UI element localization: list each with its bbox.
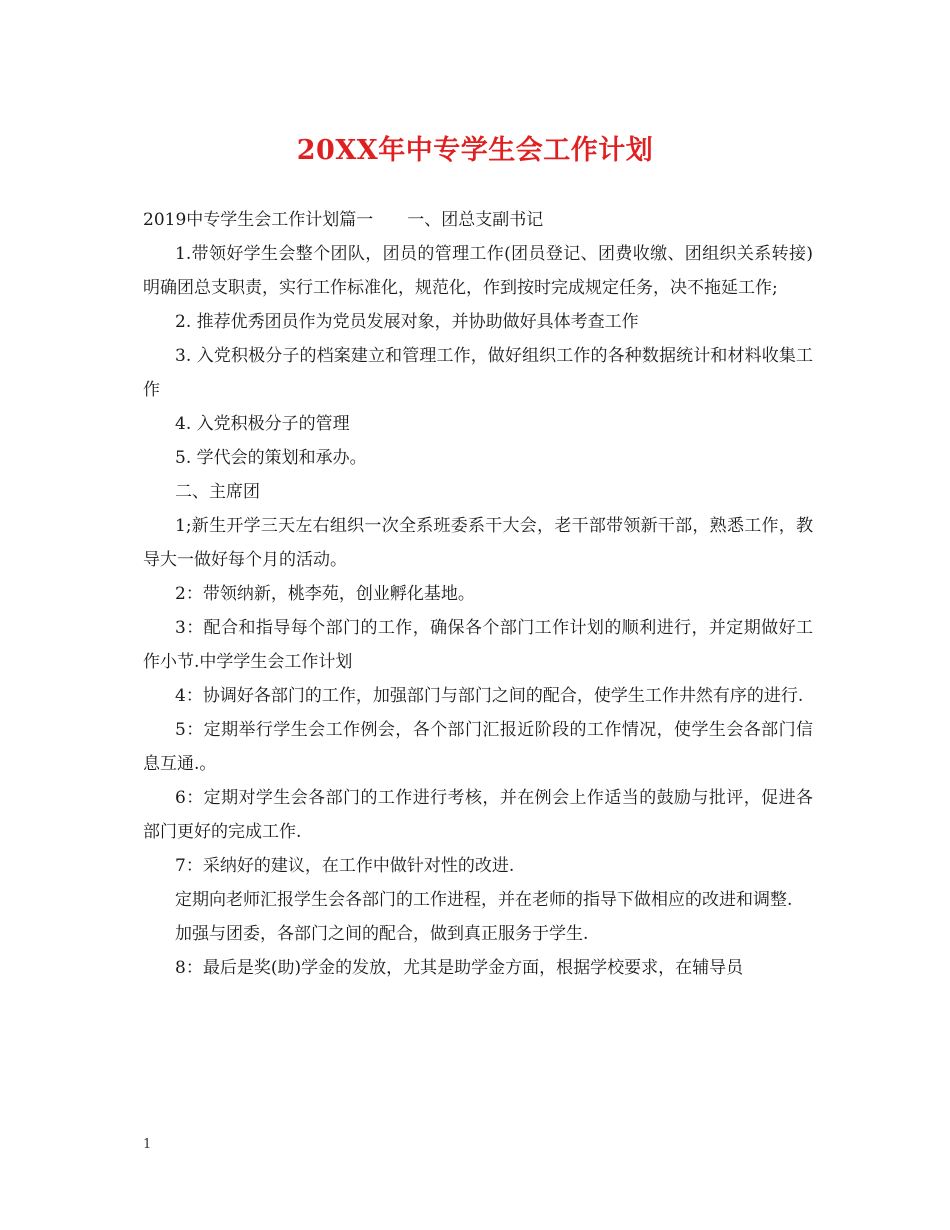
document-body xyxy=(143,203,813,985)
page-number: 1 xyxy=(143,1137,152,1152)
paragraph: 7：采纳好的建议，在工作中做针对性的改进. xyxy=(175,856,515,876)
document-title: 20XX年中专学生会工作计划 xyxy=(296,135,654,166)
paragraph: 6：定期对学生会各部门的工作进行考核，并在例会上作适当的鼓励与批评，促进各部门更好的完成工作. xyxy=(143,788,813,842)
paragraph: 5：定期举行学生会工作例会，各个部门汇报近阶段的工作情况，使学生会各部门信息互通.。 xyxy=(143,720,813,774)
paragraph: 2. 推荐优秀团员作为党员发展对象，并协助做好具体考查工作 xyxy=(175,312,639,332)
paragraph: 4. 入党积极分子的管理 xyxy=(175,414,350,434)
section-heading: 二、主席团 xyxy=(175,482,260,502)
paragraph: 2：带领纳新，桃李苑，创业孵化基地。 xyxy=(175,584,475,604)
paragraph: 3. 入党积极分子的档案建立和管理工作，做好组织工作的各种数据统计和材料收集工作 xyxy=(143,346,813,400)
paragraph: 4：协调好各部门的工作，加强部门与部门之间的配合，使学生工作井然有序的进行. xyxy=(175,686,804,706)
paragraph: 5. 学代会的策划和承办。 xyxy=(175,448,367,468)
paragraph: 8：最后是奖(助)学金的发放，尤其是助学金方面，根据学校要求，在辅导员 xyxy=(175,958,744,978)
paragraph: 1;新生开学三天左右组织一次全系班委系干大会，老干部带领新干部，熟悉工作，教导大一做好每个月的活动。 xyxy=(143,516,813,570)
paragraph: 定期向老师汇报学生会各部门的工作进程，并在老师的指导下做相应的改进和调整. xyxy=(175,890,793,910)
paragraph: 加强与团委，各部门之间的配合，做到真正服务于学生. xyxy=(175,924,589,944)
paragraph: 2019中专学生会工作计划篇一 一、团总支副书记 xyxy=(143,210,544,230)
paragraph: 3：配合和指导每个部门的工作，确保各个部门工作计划的顺利进行，并定期做好工作小节.中学学生会工作计划 xyxy=(143,618,813,672)
paragraph: 1.带领好学生会整个团队，团员的管理工作(团员登记、团费收缴、团组织关系转接)明确团总支职责，实行工作标准化，规范化，作到按时完成规定任务，决不拖延工作; xyxy=(143,244,813,298)
